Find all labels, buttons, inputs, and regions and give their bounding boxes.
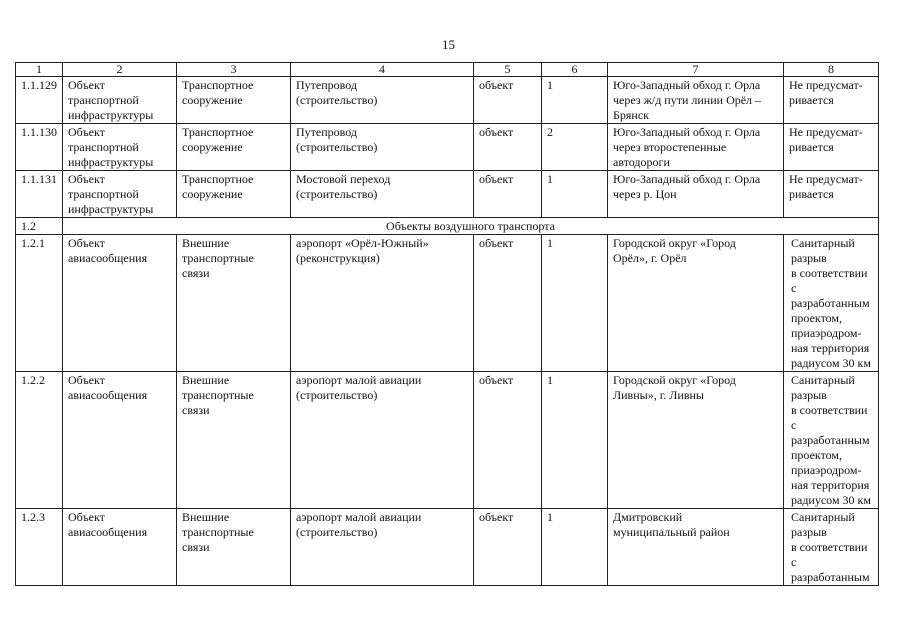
quantity: 2 <box>542 124 608 171</box>
object-type: Объект авиасообщения <box>63 509 177 586</box>
table-row <box>16 77 879 124</box>
object-type: Объект транспортной инфраструктуры <box>63 77 177 124</box>
page-number: 15 <box>442 37 455 52</box>
column-number: 4 <box>291 63 474 77</box>
object-name: аэропорт «Орёл-Южный» (реконструкция) <box>291 235 474 372</box>
location: Юго-Западный обход г. Орла через р. Цон <box>608 171 784 218</box>
object-type: Объект транспортной инфраструктуры <box>63 171 177 218</box>
section-title: Объекты воздушного транспорта <box>63 218 879 235</box>
column-number-row <box>16 63 879 77</box>
row-number: 1.1.130 <box>16 124 63 171</box>
quantity: 1 <box>542 171 608 218</box>
unit: объект <box>474 509 542 586</box>
object-type: Объект транспортной инфраструктуры <box>63 124 177 171</box>
column-number: 1 <box>16 63 63 77</box>
table-row <box>16 372 879 509</box>
table-row <box>16 171 879 218</box>
column-number: 8 <box>784 63 879 77</box>
location: Юго-Западный обход г. Орла через ж/д пути линии Орёл – Брянск <box>608 77 784 124</box>
row-number: 1.2.1 <box>16 235 63 372</box>
unit: объект <box>474 77 542 124</box>
object-category: Транспортное сооружение <box>177 171 291 218</box>
object-type: Объект авиасообщения <box>63 372 177 509</box>
object-category: Внешние транспортные связи <box>177 372 291 509</box>
column-number: 3 <box>177 63 291 77</box>
table-row <box>16 124 879 171</box>
location: Дмитровский муниципальный район <box>608 509 784 586</box>
table-row <box>16 235 879 372</box>
column-number: 6 <box>542 63 608 77</box>
location: Городской округ «Город Орёл», г. Орёл <box>608 235 784 372</box>
object-name: аэропорт малой авиации (строительство) <box>291 372 474 509</box>
document-table <box>15 62 879 586</box>
zone-note: Не предусмат- ривается <box>784 77 879 124</box>
location: Юго-Западный обход г. Орла через второстепенные автодороги <box>608 124 784 171</box>
row-number: 1.1.131 <box>16 171 63 218</box>
object-name: Путепровод (строительство) <box>291 124 474 171</box>
zone-note: Санитарный разрыв в соответствии с разработанным <box>784 509 879 586</box>
quantity: 1 <box>542 509 608 586</box>
section-row <box>16 218 879 235</box>
object-category: Транспортное сооружение <box>177 124 291 171</box>
object-name: аэропорт малой авиации (строительство) <box>291 509 474 586</box>
quantity: 1 <box>542 235 608 372</box>
unit: объект <box>474 372 542 509</box>
unit: объект <box>474 235 542 372</box>
object-name: Мостовой переход (строительство) <box>291 171 474 218</box>
column-number: 7 <box>608 63 784 77</box>
zone-note: Не предусмат- ривается <box>784 124 879 171</box>
zone-note: Санитарный разрыв в соответствии с разработанным проектом, приаэродром- ная территория радиусом 30 км <box>784 235 879 372</box>
row-number: 1.2.2 <box>16 372 63 509</box>
location: Городской округ «Город Ливны», г. Ливны <box>608 372 784 509</box>
quantity: 1 <box>542 372 608 509</box>
zone-note: Не предусмат- ривается <box>784 171 879 218</box>
section-number: 1.2 <box>16 218 63 235</box>
table-row <box>16 509 879 586</box>
quantity: 1 <box>542 77 608 124</box>
column-number: 5 <box>474 63 542 77</box>
object-type: Объект авиасообщения <box>63 235 177 372</box>
object-name: Путепровод (строительство) <box>291 77 474 124</box>
row-number: 1.2.3 <box>16 509 63 586</box>
unit: объект <box>474 171 542 218</box>
unit: объект <box>474 124 542 171</box>
row-number: 1.1.129 <box>16 77 63 124</box>
object-category: Транспортное сооружение <box>177 77 291 124</box>
object-category: Внешние транспортные связи <box>177 235 291 372</box>
zone-note: Санитарный разрыв в соответствии с разработанным проектом, приаэродром- ная территория радиусом 30 км <box>784 372 879 509</box>
column-number: 2 <box>63 63 177 77</box>
object-category: Внешние транспортные связи <box>177 509 291 586</box>
